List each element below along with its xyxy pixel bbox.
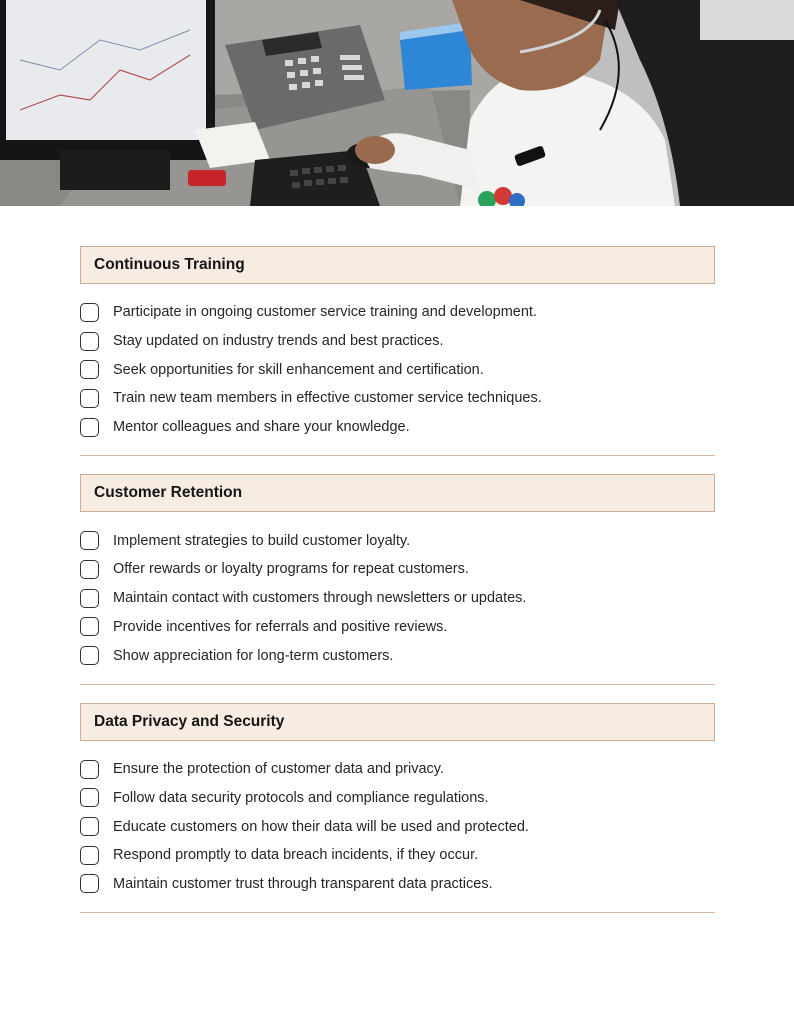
- checkbox[interactable]: [80, 531, 99, 550]
- divider: [80, 684, 715, 685]
- section-header: Data Privacy and Security: [80, 703, 715, 741]
- checklist-item: [80, 584, 715, 613]
- checklist-item: [80, 841, 715, 870]
- checkbox[interactable]: [80, 617, 99, 636]
- checklist-item: [80, 641, 715, 670]
- checklist-item: [80, 555, 715, 584]
- checkbox[interactable]: [80, 760, 99, 779]
- checkbox[interactable]: [80, 589, 99, 608]
- item-label: Seek opportunities for skill enhancement and certification.: [113, 361, 484, 378]
- checkbox[interactable]: [80, 788, 99, 807]
- checklist: [80, 298, 715, 441]
- checklist-item: [80, 755, 715, 784]
- checklist-item: [80, 298, 715, 327]
- section-customer-retention: [80, 474, 715, 684]
- section-data-privacy-security: [80, 703, 715, 913]
- section-continuous-training: [80, 246, 715, 456]
- checkbox[interactable]: [80, 303, 99, 322]
- item-label: Maintain customer trust through transparent data practices.: [113, 875, 493, 892]
- checklist-item: [80, 812, 715, 841]
- checkbox[interactable]: [80, 560, 99, 579]
- checklist-content: [80, 246, 715, 931]
- checkbox[interactable]: [80, 874, 99, 893]
- checklist-item: [80, 870, 715, 899]
- hero-illustration: [0, 0, 794, 206]
- section-header: Customer Retention: [80, 474, 715, 512]
- checklist-item: [80, 413, 715, 442]
- item-label: Implement strategies to build customer loyalty.: [113, 532, 411, 549]
- item-label: Offer rewards or loyalty programs for repeat customers.: [113, 561, 469, 578]
- checkbox[interactable]: [80, 332, 99, 351]
- checklist-item: [80, 327, 715, 356]
- checkbox[interactable]: [80, 418, 99, 437]
- section-header: Continuous Training: [80, 246, 715, 284]
- item-label: Ensure the protection of customer data and privacy.: [113, 761, 444, 778]
- item-label: Provide incentives for referrals and positive reviews.: [113, 618, 448, 635]
- item-label: Educate customers on how their data will be used and protected.: [113, 818, 529, 835]
- checklist-item: [80, 613, 715, 642]
- checkbox[interactable]: [80, 389, 99, 408]
- checkbox[interactable]: [80, 846, 99, 865]
- item-label: Follow data security protocols and compliance regulations.: [113, 789, 489, 806]
- item-label: Participate in ongoing customer service training and development.: [113, 304, 537, 321]
- item-label: Respond promptly to data breach incidents, if they occur.: [113, 847, 479, 864]
- item-label: Show appreciation for long-term customers.: [113, 647, 394, 664]
- item-label: Maintain contact with customers through newsletters or updates.: [113, 590, 527, 607]
- item-label: Stay updated on industry trends and best practices.: [113, 333, 444, 350]
- hero-photo: [0, 0, 794, 206]
- item-label: Mentor colleagues and share your knowledge.: [113, 419, 410, 436]
- checklist: [80, 526, 715, 669]
- checklist-item: [80, 355, 715, 384]
- checklist-item: [80, 384, 715, 413]
- checkbox[interactable]: [80, 646, 99, 665]
- checklist-item: [80, 784, 715, 813]
- checklist-item: [80, 526, 715, 555]
- checkbox[interactable]: [80, 360, 99, 379]
- divider: [80, 455, 715, 456]
- item-label: Train new team members in effective customer service techniques.: [113, 390, 542, 407]
- divider: [80, 912, 715, 913]
- checkbox[interactable]: [80, 817, 99, 836]
- checklist: [80, 755, 715, 898]
